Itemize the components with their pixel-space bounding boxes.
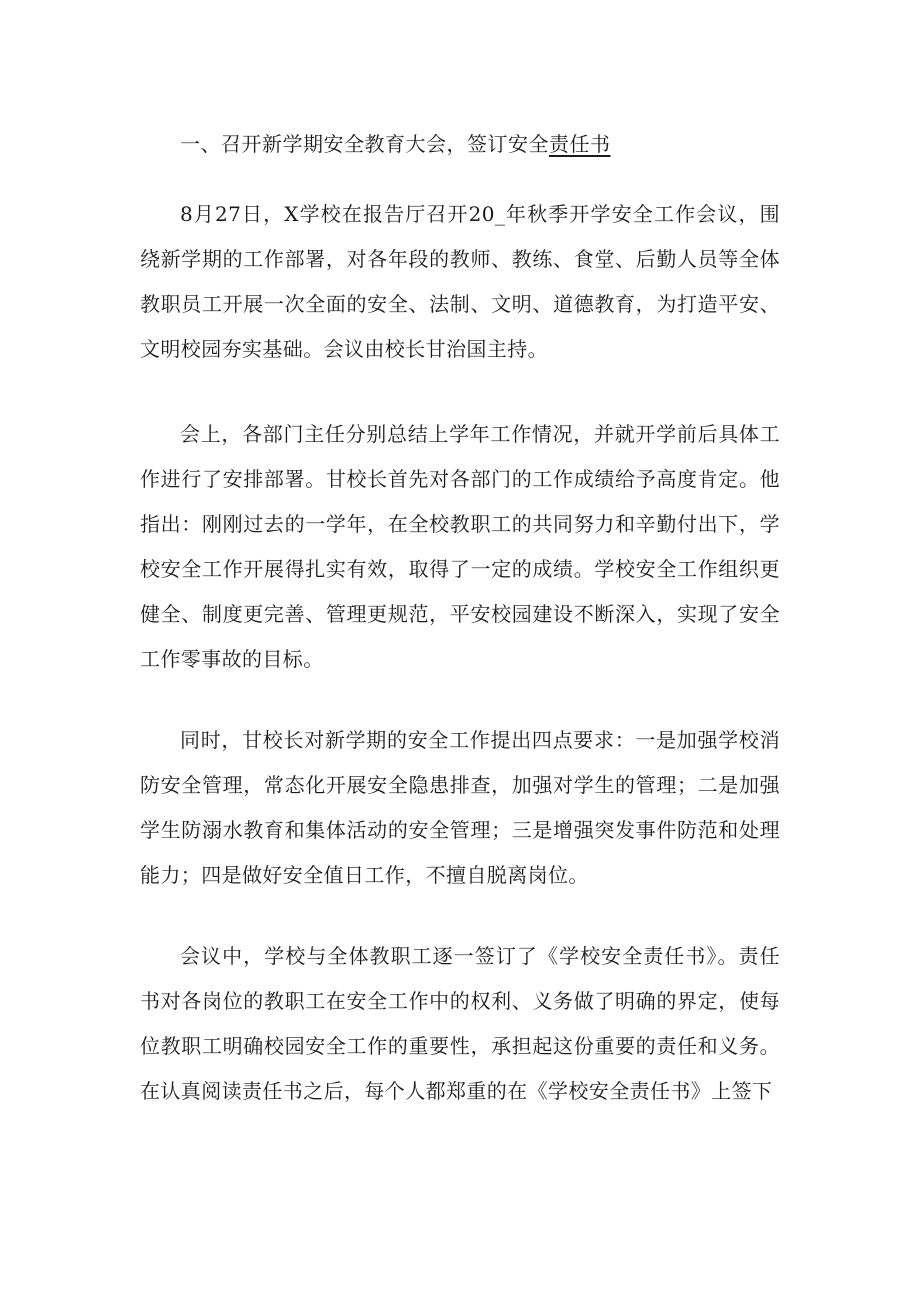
paragraph-meeting-intro: 8月27日，X学校在报告厅召开20_年秋季开学安全工作会议，围绕新学期的工作部署，对各年段的教师、教练、食堂、后勤人员等全体教职员工开展一次全面的安全、法制、文明、道德教育，为打造平安、文明校园夯实基础。会议由校长甘治国主持。 (140, 202, 780, 361)
section-heading-text: 一、召开新学期安全教育大会，签订安全 (180, 132, 549, 156)
section-heading-underlined: 责任书 (549, 132, 611, 156)
paragraph-requirements: 同时，甘校长对新学期的安全工作提出四点要求：一是加强学校消防安全管理，常态化开展安全隐患排查，加强对学生的管理；二是加强学生防溺水教育和集体活动的安全管理；三是增强突发事件防范和处理能力；四是做好安全值日工作，不擅自脱离岗位。 (140, 728, 780, 887)
paragraph-meeting-summary: 会上，各部门主任分别总结上学年工作情况，并就开学前后具体工作进行了安排部署。甘校长首先对各部门的工作成绩给予高度肯定。他指出：刚刚过去的一学年，在全校教职工的共同努力和辛勤付出下，学校安全工作开展得扎实有效，取得了一定的成绩。学校安全工作组织更健全、制度更完善、管理更规范，平安校园建设不断深入，实现了安全工作零事故的目标。 (140, 422, 780, 671)
paragraph-responsibility-signing: 会议中，学校与全体教职工逐一签订了《学校安全责任书》。责任书对各岗位的教职工在安全工作中的权利、义务做了明确的界定，使每位教职工明确校园安全工作的重要性，承担起这份重要的责任和义务。在认真阅读责任书之后，每个人都郑重的在《学校安全责任书》上签下 (140, 944, 780, 1103)
section-heading (180, 128, 611, 160)
